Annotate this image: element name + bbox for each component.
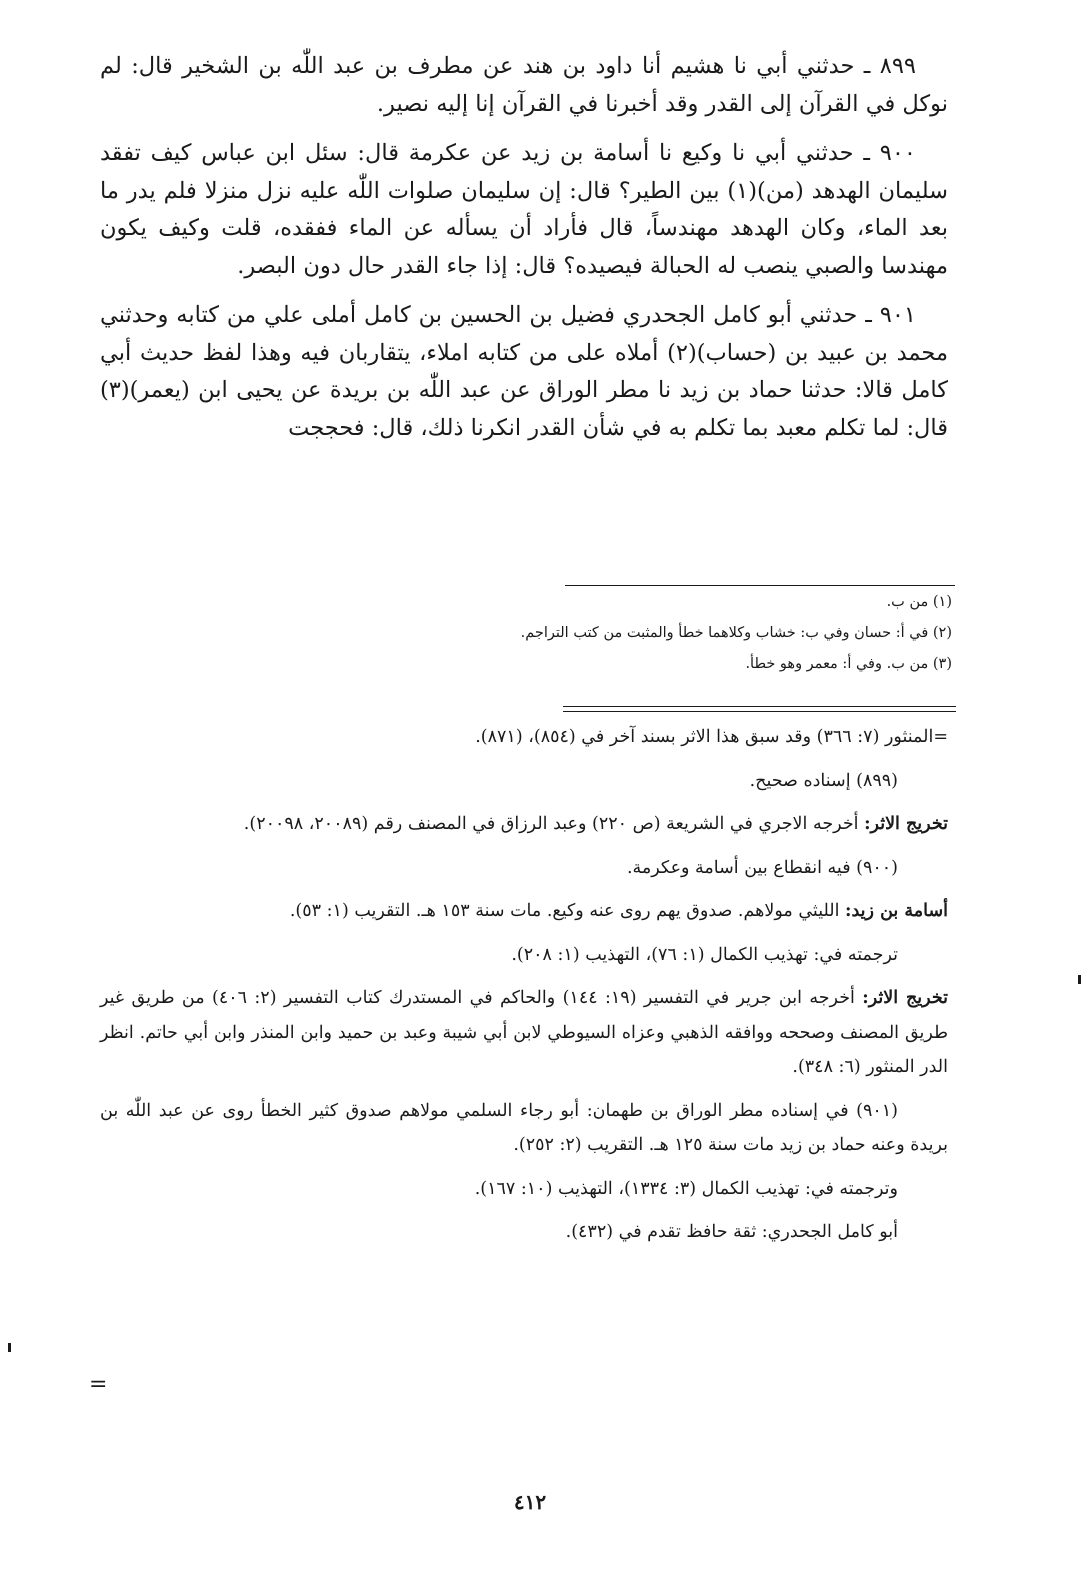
commentary-text: (٨٩٩) إسناده صحيح. (749, 770, 898, 791)
commentary-paragraph (100, 1094, 948, 1163)
commentary-text: ترجمته في: تهذيب الكمال (١: ٧٦)، التهذيب (١: ٢٠٨). (511, 944, 898, 965)
commentary-heading: أسامة بن زيد: (845, 901, 948, 921)
commentary-heading: تخريج الاثر: (864, 814, 948, 834)
commentary-paragraph (100, 807, 948, 842)
commentary-text: =المنثور (٧: ٣٦٦) وقد سبق هذا الاثر بسند آخر في (٨٥٤)، (٨٧١). (475, 727, 948, 747)
commentary-text: الليثي مولاهم. صدوق يهم روى عنه وكيع. مات سنة ١٥٣ هـ. التقريب (١: ٥٣). (289, 901, 846, 921)
hadith-900: ٩٠٠ ـ حدثني أبي نا وكيع نا أسامة بن زيد عن عكرمة قال: سئل ابن عباس كيف تفقد سليمان الهدهد (من)(١) بين الطير؟ قال: إن سليمان صلوات اللّٰه عليه نزل منزلا فلم يدر ما بعد الماء، وكان الهدهد مهندساً، قال فأراد أن يسأله عن الماء ففقده، قلت وكيف يكون مهندسا والصبي ينصب له الحبالة فيصيده؟ قال: إذا جاء القدر حال دون البصر. (100, 140, 949, 279)
commentary-paragraph (100, 764, 948, 799)
hadith-899: ٨٩٩ ـ حدثني أبي نا هشيم أنا داود بن هند عن مطرف بن عبد اللّٰه بن الشخير قال: لم نوكل في القرآن إلى القدر وقد أخبرنا في القرآن إنا إليه نصير. (100, 53, 948, 117)
commentary-separator (563, 706, 956, 712)
commentary-paragraph (100, 894, 948, 929)
hadith-901: ٩٠١ ـ حدثني أبو كامل الجحدري فضيل بن الحسين بن كامل أملى علي من كتابه وحدثني محمد بن عبيد بن (حساب)(٢) أملاه على من كتابه املاء، يتقاربان فيه وهذا لفظ حديث أبي كامل قالا: حدثنا حماد بن زيد نا مطر الوراق عن عبد اللّٰه بن بريدة عن يحيى ابن (يعمر)(٣) قال: لما تكلم معبد بما تكلم به في شأن القدر انكرنا ذلك، قال: فحججت (100, 302, 948, 441)
continuation-mark: = (89, 1372, 108, 1397)
commentary-text: (٩٠٠) فيه انقطاع بين أسامة وعكرمة. (626, 857, 898, 878)
footnotes (420, 587, 952, 680)
commentary-text: وترجمته في: تهذيب الكمال (٣: ١٣٣٤)، التهذيب (١٠: ١٦٧). (474, 1178, 898, 1199)
commentary-paragraph (100, 1215, 948, 1250)
footnote-2: (٢) في أ: حسان وفي ب: خشاب وكلاهما خطأ والمثبت من كتب التراجم. (520, 625, 952, 641)
commentary-text: أخرجه ابن جرير في التفسير (١٩: ١٤٤) والحاكم في المستدرك كتاب التفسير (٢: ٤٠٦) من طريق غير طريق المصنف وصححه ووافقه الذهبي وعزاه السيوطي لابن أبي شيبة وعبد بن حميد وابن المنذر وابن أبي حاتم. انظر الدر المنثور (٦: ٣٤٨). (100, 988, 948, 1077)
commentary-paragraph (100, 851, 948, 886)
main-text (100, 48, 948, 459)
footnote-3: (٣) من ب. وفي أ: معمر وهو خطأ. (745, 656, 952, 672)
commentary-paragraph (100, 938, 948, 973)
commentary (100, 720, 948, 1259)
margin-mark (8, 1343, 11, 1352)
commentary-text: أبو كامل الجحدري: ثقة حافظ تقدم في (٤٣٢). (565, 1222, 898, 1242)
footnote-separator (565, 585, 955, 586)
commentary-text: (٩٠١) في إسناده مطر الوراق بن طهمان: أبو رجاء السلمي مولاهم صدوق كثير الخطأ روى عن عبد اللّٰه بن بريدة وعنه حماد بن زيد مات سنة ١٢٥ هـ. التقريب (٢: ٢٥٢). (100, 1100, 948, 1155)
margin-mark (1078, 975, 1081, 984)
commentary-paragraph (100, 1172, 948, 1207)
commentary-paragraph (100, 720, 948, 755)
commentary-heading: تخريج الاثر: (862, 988, 948, 1008)
page-number: ٤١٢ (513, 1490, 547, 1514)
commentary-text: أخرجه الاجري في الشريعة (ص ٢٢٠) وعبد الرزاق في المصنف رقم (٢٠٠٨٩، ٢٠٠٩٨). (243, 814, 865, 834)
footnote-1: (١) من ب. (886, 594, 952, 610)
commentary-paragraph (100, 981, 948, 1085)
